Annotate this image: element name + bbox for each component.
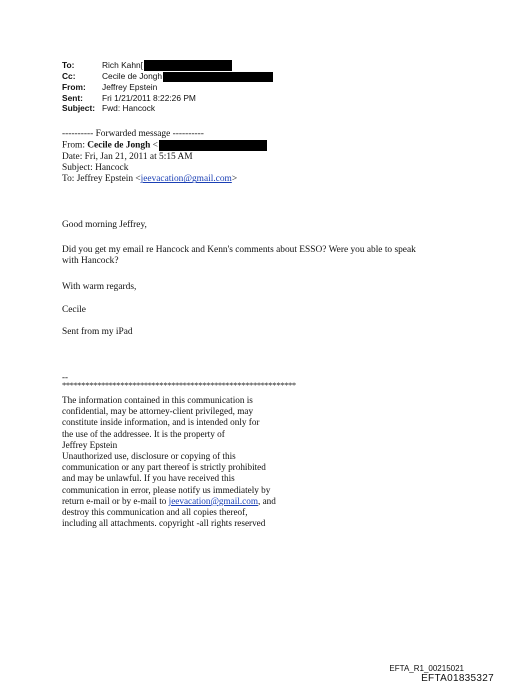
- from-value: Jeffrey Epstein: [102, 82, 158, 93]
- star-divider: ************************************************************: [62, 380, 296, 390]
- sent-value: Fri 1/21/2011 8:22:26 PM: [102, 92, 196, 103]
- disclaimer-line: constitute inside information, and is intended only for: [62, 417, 260, 428]
- disclaimer-line: return e-mail or by e-mail to jeevacation@gmail.com, and: [62, 495, 276, 506]
- forward-date: Date: Fri, Jan 21, 2011 at 5:15 AM: [62, 152, 193, 163]
- forward-from: From: Cecile de Jongh <: [62, 140, 267, 152]
- email-header: [62, 60, 273, 114]
- forward-subject: Subject: Hancock: [62, 163, 129, 174]
- cc-row: [62, 71, 273, 82]
- cc-label: Cc:: [62, 71, 76, 82]
- forward-separator: ---------- Forwarded message ----------: [62, 129, 204, 139]
- greeting: Good morning Jeffrey,: [62, 220, 147, 230]
- disclaimer-line: communication in error, please notify us immediately by: [62, 484, 271, 495]
- subject-row: [62, 103, 273, 114]
- signature-dash: --: [62, 372, 68, 382]
- forward-to: To: Jeffrey Epstein <jeevacation@gmail.com>: [62, 174, 238, 185]
- disclaimer-line: confidential, may be attorney-client privileged, may: [62, 406, 254, 417]
- disclaimer-line: The information contained in this communication is: [62, 395, 253, 405]
- disclaimer-line: Unauthorized use, disclosure or copying of this: [62, 451, 236, 462]
- disclaimer-line: the use of the addressee. It is the property of: [62, 428, 225, 439]
- disclaimer-line: destroy this communication and all copies thereof,: [62, 507, 248, 518]
- sent-from: Sent from my iPad: [62, 327, 133, 337]
- to-row: [62, 60, 273, 71]
- subject-value: Fwd: Hancock: [102, 103, 156, 114]
- bates-ref-secondary: EFTA01835327: [421, 673, 494, 684]
- redaction-box: [159, 140, 267, 151]
- disclaimer-line: communication or any part thereof is strictly prohibited: [62, 462, 266, 473]
- to-value: Rich Kahn[: [102, 60, 232, 71]
- disclaimer: [62, 395, 362, 529]
- signature: Cecile: [62, 305, 86, 315]
- disclaimer-line: including all attachments. copyright -all rights reserved: [62, 518, 266, 529]
- forward-from-name: Cecile de Jongh: [87, 140, 151, 151]
- email-link[interactable]: jeevacation@gmail.com: [140, 174, 232, 185]
- disclaimer-line: and may be unlawful. If you have received this: [62, 473, 235, 484]
- message-paragraph: Did you get my email re Hancock and Kenn's comments about ESSO? Were you able to speak with Hancock?: [62, 245, 416, 267]
- bates-ref-primary: EFTA_R1_00215021: [389, 664, 464, 673]
- disclaimer-line: Jeffrey Epstein: [62, 439, 118, 450]
- sent-row: [62, 93, 273, 104]
- from-row: [62, 82, 273, 93]
- email-link[interactable]: jeevacation@gmail.com: [168, 495, 258, 506]
- redaction-box: [163, 72, 273, 82]
- sent-label: Sent:: [62, 92, 83, 103]
- subject-label: Subject:: [62, 103, 96, 114]
- cc-value: Cecile de Jongh: [102, 71, 273, 82]
- redaction-box: [144, 60, 232, 71]
- closing: With warm regards,: [62, 282, 137, 292]
- forwarded-block: [62, 129, 267, 186]
- from-label: From:: [62, 82, 86, 93]
- to-label: To:: [62, 60, 75, 70]
